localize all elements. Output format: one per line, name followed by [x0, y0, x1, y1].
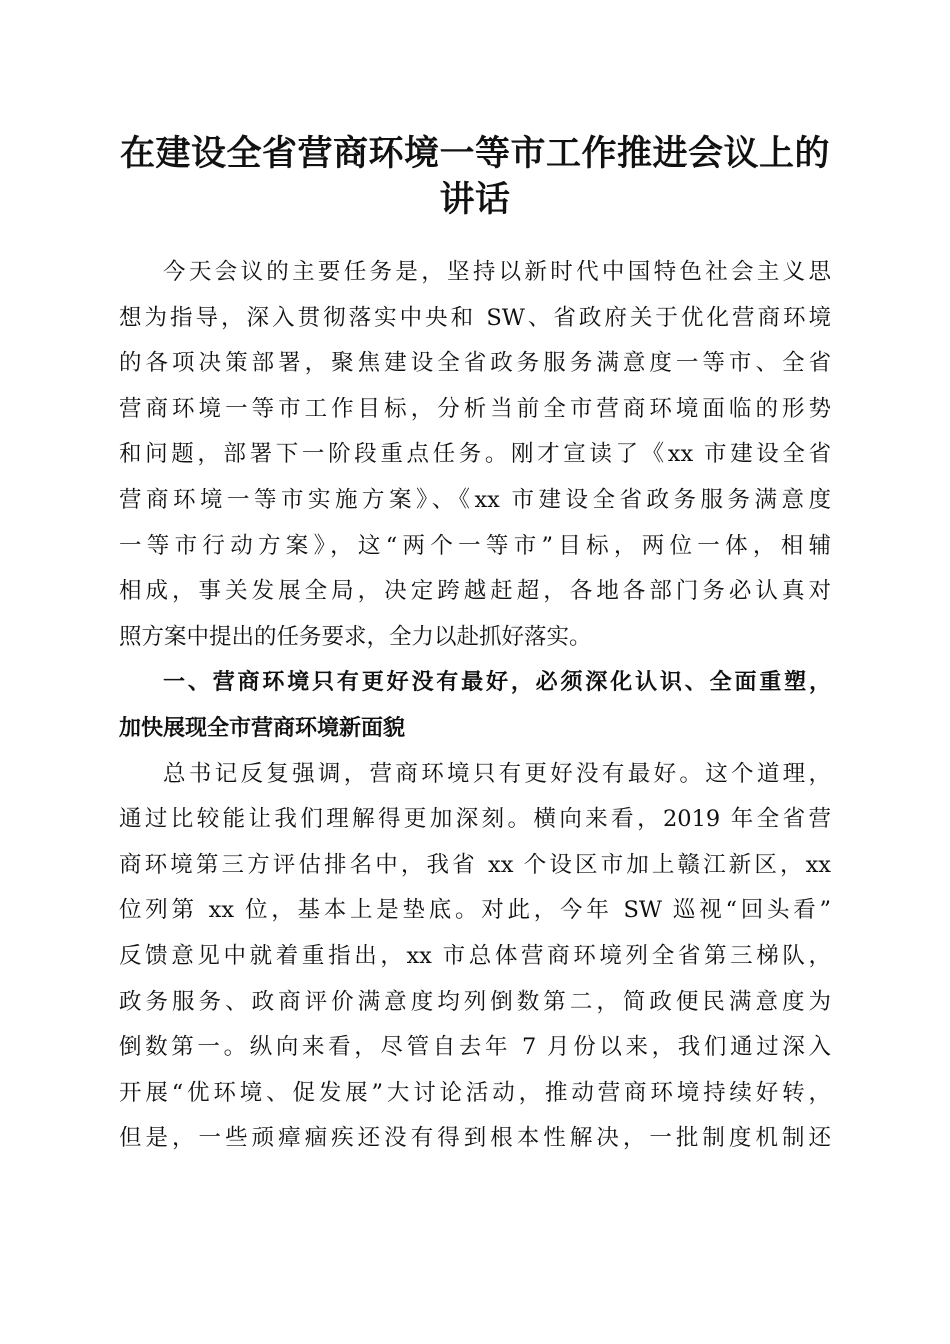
- paragraph-line: 的各项决策部署，聚焦建设全省政务服务满意度一等市、全省: [119, 350, 831, 377]
- heading-line: 加快展现全市营商环境新面貌: [119, 715, 406, 741]
- paragraph-line: 倒数第一。纵向来看，尽管自去年 7 月份以来，我们通过深入: [119, 1034, 831, 1061]
- paragraph-line: 营商环境一等市实施方案》、《xx 市建设全省政务服务满意度: [119, 486, 831, 513]
- section-heading: [119, 660, 831, 751]
- title-line: 讲话: [439, 179, 511, 220]
- paragraph-line: 总书记反复强调，营商环境只有更好没有最好。这个道理，: [163, 760, 831, 787]
- paragraph-line: 开展“优环境、促发展”大讨论活动，推动营商环境持续好转，: [119, 1079, 831, 1106]
- section-paragraph: [119, 752, 831, 1162]
- paragraph-line: 今天会议的主要任务是，坚持以新时代中国特色社会主义思: [163, 259, 831, 285]
- paragraph-line: 照方案中提出的任务要求，全力以赴抓好落实。: [119, 623, 592, 650]
- paragraph-line: 相成，事关发展全局，决定跨越赶超，各地各部门务必认真对: [119, 578, 831, 605]
- paragraph-line: 通过比较能让我们理解得更加深刻。横向来看，2019 年全省营: [119, 806, 831, 833]
- document-body: [119, 250, 831, 1162]
- title-line: 在建设全省营商环境一等市工作推进会议上的: [119, 133, 830, 174]
- heading-line: 一、营商环境只有更好没有最好，必须深化认识、全面重塑，: [163, 670, 831, 696]
- intro-paragraph: [119, 250, 831, 660]
- paragraph-line: 商环境第三方评估排名中，我省 xx 个设区市加上赣江新区，xx: [119, 851, 831, 878]
- paragraph-line: 位列第 xx 位，基本上是垫底。对此，今年 SW 巡视“回头看”: [119, 897, 831, 924]
- paragraph-line: 营商环境一等市工作目标，分析当前全市营商环境面临的形势: [119, 395, 831, 422]
- paragraph-line: 但是，一些顽瘴痼疾还没有得到根本性解决，一批制度机制还: [119, 1125, 831, 1152]
- paragraph-line: 想为指导，深入贯彻落实中央和 SW、省政府关于优化营商环境: [119, 304, 831, 331]
- document-title: [100, 131, 850, 223]
- paragraph-line: 一等市行动方案》，这“两个一等市”目标，两位一体，相辅: [119, 532, 831, 559]
- paragraph-line: 和问题，部署下一阶段重点任务。刚才宣读了《xx 市建设全省: [119, 441, 831, 468]
- paragraph-line: 反馈意见中就着重指出，xx 市总体营商环境列全省第三梯队，: [119, 942, 831, 969]
- paragraph-line: 政务服务、政商评价满意度均列倒数第二，简政便民满意度为: [119, 988, 831, 1015]
